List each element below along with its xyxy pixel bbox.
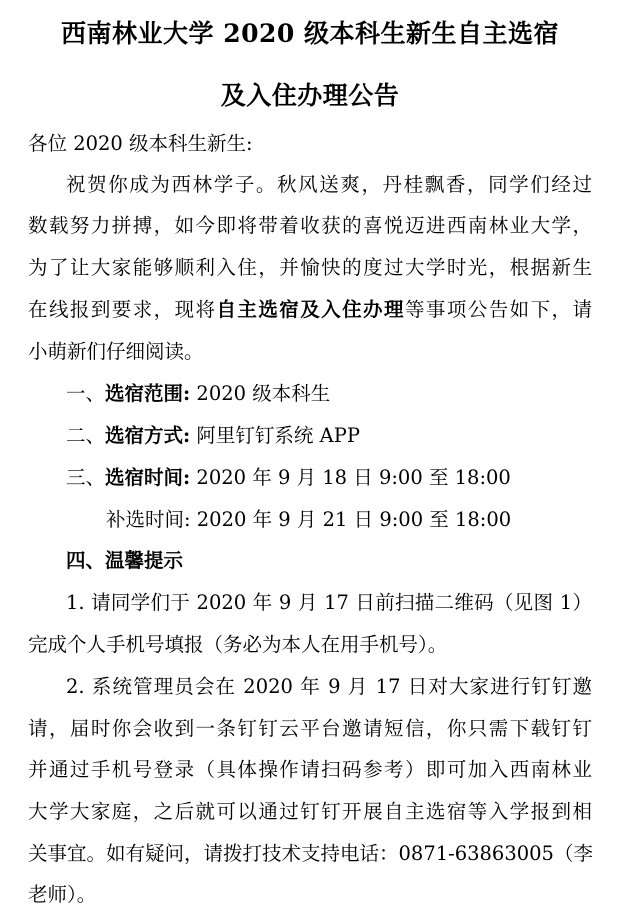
item-time-label: 选宿时间: (105, 466, 191, 489)
intro-line-5: 小萌新们仔细阅读。 (28, 340, 204, 363)
item-method-value: 阿里钉钉系统 APP (190, 424, 360, 447)
item-scope-value: 2020 级本科生 (190, 382, 331, 405)
item-supplementary-label: 补选时间: (106, 508, 191, 531)
intro-line-4 (28, 297, 592, 323)
tip-2-line-2: 请，届时你会收到一条钉钉云平台邀请短信，你只需下载钉钉 (28, 717, 592, 740)
intro-highlight: 自主选宿及入住办理 (216, 298, 405, 321)
tip-2-line-4: 大学大家庭，之后就可以通过钉钉开展自主选宿等入学报到相 (28, 800, 592, 823)
tip-1-line-1: 1. 请同学们于 2020 年 9 月 17 日前扫描二维码（见图 1） (66, 591, 592, 614)
item-supplementary-time (106, 507, 511, 533)
item-scope (66, 381, 330, 407)
item-time-number: 三、 (66, 466, 106, 489)
tip-2-line-5: 关事宜。如有疑问，请拨打技术支持电话：0871-63863005（李 (28, 842, 593, 865)
intro-line-4-post: 等事项公告如下，请 (404, 298, 592, 321)
document-title-line-1: 西南林业大学 2020 级本科生新生自主选宿 (61, 19, 559, 48)
document-title-line-2: 及入住办理公告 (220, 81, 400, 110)
tip-2-line-3: 并通过手机号登录（具体操作请扫码参考）即可加入西南林业 (28, 758, 592, 781)
item-time-value: 2020 年 9 月 18 日 9:00 至 18:00 (190, 466, 511, 489)
tips-heading: 四、温馨提示 (66, 549, 184, 572)
intro-line-1: 祝贺你成为西林学子。秋风送爽，丹桂飘香，同学们经过 (66, 173, 592, 196)
item-time (66, 465, 511, 491)
item-method-label: 选宿方式: (105, 424, 191, 447)
salutation: 各位 2020 级本科生新生: (28, 132, 253, 155)
item-scope-number: 一、 (66, 382, 106, 405)
item-method (66, 423, 360, 449)
tip-1-line-2: 完成个人手机号填报（务必为本人在用手机号）。 (28, 633, 448, 656)
item-method-number: 二、 (66, 424, 106, 447)
intro-line-3: 为了让大家能够顺利入住，并愉快的度过大学时光，根据新生 (28, 256, 592, 279)
intro-line-4-pre: 在线报到要求，现将 (28, 298, 217, 321)
intro-line-2: 数载努力拼搏，如今即将带着收获的喜悦迈进西南林业大学， (28, 214, 592, 237)
tip-2-line-6: 老师）。 (28, 883, 97, 906)
tip-2-line-1: 2. 系统管理员会在 2020 年 9 月 17 日对大家进行钉钉邀 (66, 675, 592, 698)
item-scope-label: 选宿范围: (105, 382, 191, 405)
item-supplementary-value: 2020 年 9 月 21 日 9:00 至 18:00 (190, 508, 512, 531)
